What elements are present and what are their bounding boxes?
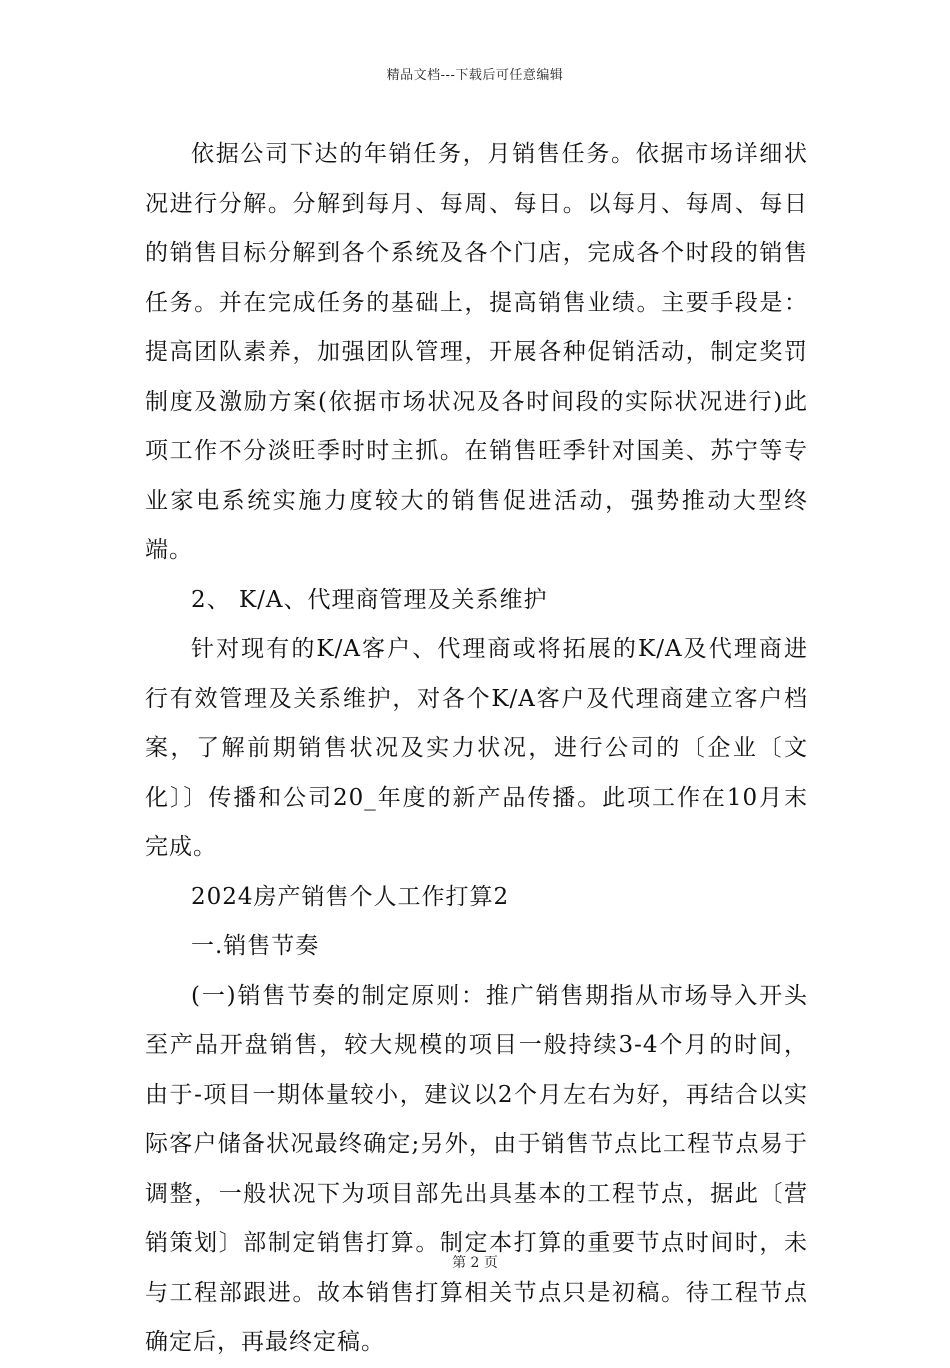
- paragraph-sales-targets: 依据公司下达的年销任务，月销售任务。依据市场详细状况进行分解。分解到每月、每周、每日。以每月、每周、每日的销售目标分解到各个系统及各个门店，完成各个时段的销售任务。并在完成任务的基础上，提高销售业绩。主要手段是：提高团队素养，加强团队管理，开展各种促销活动，制定奖罚制度及激励方案(依据市场状况及各时间段的实际状况进行)此项工作不分淡旺季时时主抓。在销售旺季针对国美、苏宁等专业家电系统实施力度较大的销售促进活动，强势推动大型终端。: [145, 141, 808, 563]
- page-number: 第 2 页: [452, 1255, 498, 1271]
- section-heading-ka-agents: 2、 K/A、代理商管理及关系维护: [191, 586, 548, 613]
- page-header: 精品文档---下载后可任意编辑: [386, 68, 564, 83]
- paragraph-sales-rhythm-principles: (一)销售节奏的制定原则：推广销售期指从市场导入开头至产品开盘销售，较大规模的项目一般持续3-4个月的时间，由于-项目一期体量较小，建议以2个月左右为好，再结合以实际客户储备状况最终确定;另外，由于销售节点比工程节点易于调整，一般状况下为项目部先出具基本的工程节点，据此〔营销策划〕部制定销售打算。制定本打算的重要节点时间时，未与工程部跟进。故本销售打算相关节点只是初稿。待工程节点确定后，再最终定稿。: [145, 982, 808, 1355]
- paragraph-ka-management: 针对现有的K/A客户、代理商或将拓展的K/A及代理商进行有效管理及关系维护，对各个K/A客户及代理商建立客户档案，了解前期销售状况及实力状况，进行公司的〔企业〔文化〕〕传播和公司20_年度的新产品传播。此项工作在10月末完成。: [145, 636, 808, 860]
- document-body: [145, 130, 808, 1368]
- section-heading-sales-rhythm: 一.销售节奏: [191, 933, 320, 959]
- document-subtitle: 2024房产销售个人工作打算2: [191, 883, 510, 910]
